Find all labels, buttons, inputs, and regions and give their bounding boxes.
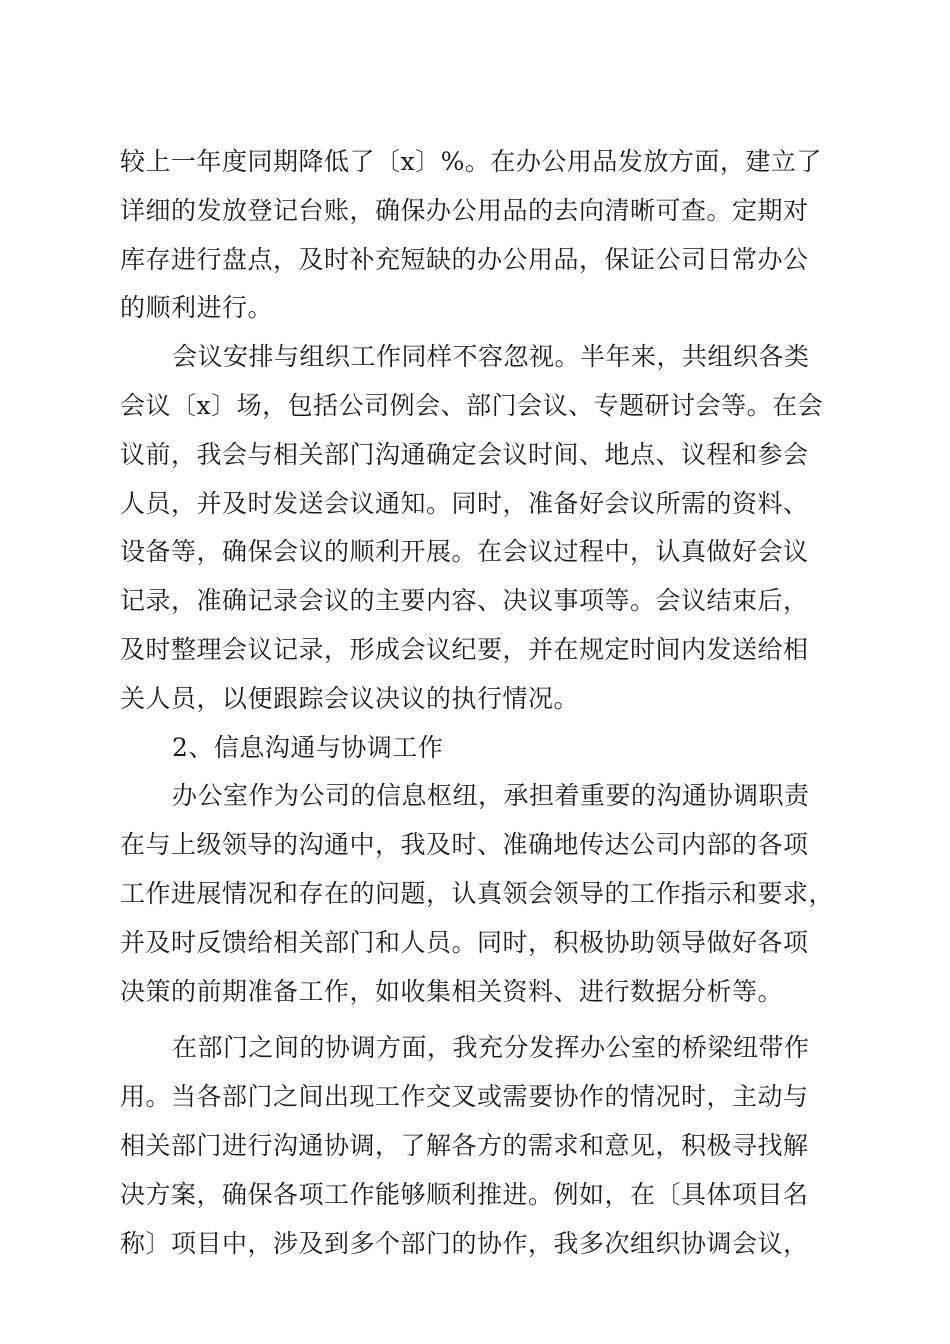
document-body: [120, 138, 835, 1268]
text-line: 工作进展情况和存在的问题，认真领会领导的工作指示和要求，: [120, 878, 835, 908]
text-line: 记录，准确记录会议的主要内容、决议事项等。会议结束后，: [120, 586, 809, 616]
text-line: 详细的发放登记台账，确保办公用品的去向清晰可查。定期对: [120, 195, 809, 225]
text-line: 在与上级领导的沟通中，我及时、准确地传达公司内部的各项: [120, 830, 809, 860]
text-line: 的顺利进行。: [120, 293, 274, 323]
text-line: 决策的前期准备工作，如收集相关资料、进行数据分析等。: [120, 976, 784, 1006]
text-line: 会议〔x〕场，包括公司例会、部门会议、专题研讨会等。在会: [120, 390, 824, 420]
text-line: 办公室作为公司的信息枢纽，承担着重要的沟通协调职责: [172, 781, 810, 811]
text-line: 在部门之间的协调方面，我充分发挥办公室的桥梁纽带作: [172, 1033, 810, 1063]
text-line: 称〕项目中，涉及到多个部门的协作，我多次组织协调会议，: [120, 1228, 809, 1258]
text-line: 人员，并及时发送会议通知。同时，准备好会议所需的资料、: [120, 488, 809, 518]
text-line: 并及时反馈给相关部门和人员。同时，积极协助领导做好各项: [120, 927, 809, 957]
text-line: 设备等，确保会议的顺利开展。在会议过程中，认真做好会议: [120, 537, 809, 567]
text-line: 较上一年度同期降低了〔x〕%。在办公用品发放方面，建立了: [120, 147, 822, 176]
text-line: 库存进行盘点，及时补充短缺的办公用品，保证公司日常办公: [120, 244, 809, 274]
text-line: 议前，我会与相关部门沟通确定会议时间、地点、议程和参会: [120, 439, 809, 469]
text-line: 用。当各部门之间出现工作交叉或需要协作的情况时，主动与: [120, 1082, 809, 1112]
text-line: 会议安排与组织工作同样不容忽视。半年来，共组织各类: [172, 342, 810, 372]
section-heading: 2、信息沟通与协调工作: [172, 732, 444, 762]
text-line: 及时整理会议记录，形成会议纪要，并在规定时间内发送给相: [120, 634, 809, 664]
paragraph-gap: [120, 1016, 835, 1024]
text-line: 关人员，以便跟踪会议决议的执行情况。: [120, 683, 580, 713]
text-line: 决方案，确保各项工作能够顺利推进。例如，在〔具体项目名: [120, 1179, 809, 1209]
text-line: 相关部门进行沟通协调，了解各方的需求和意见，积极寻找解: [120, 1130, 809, 1160]
